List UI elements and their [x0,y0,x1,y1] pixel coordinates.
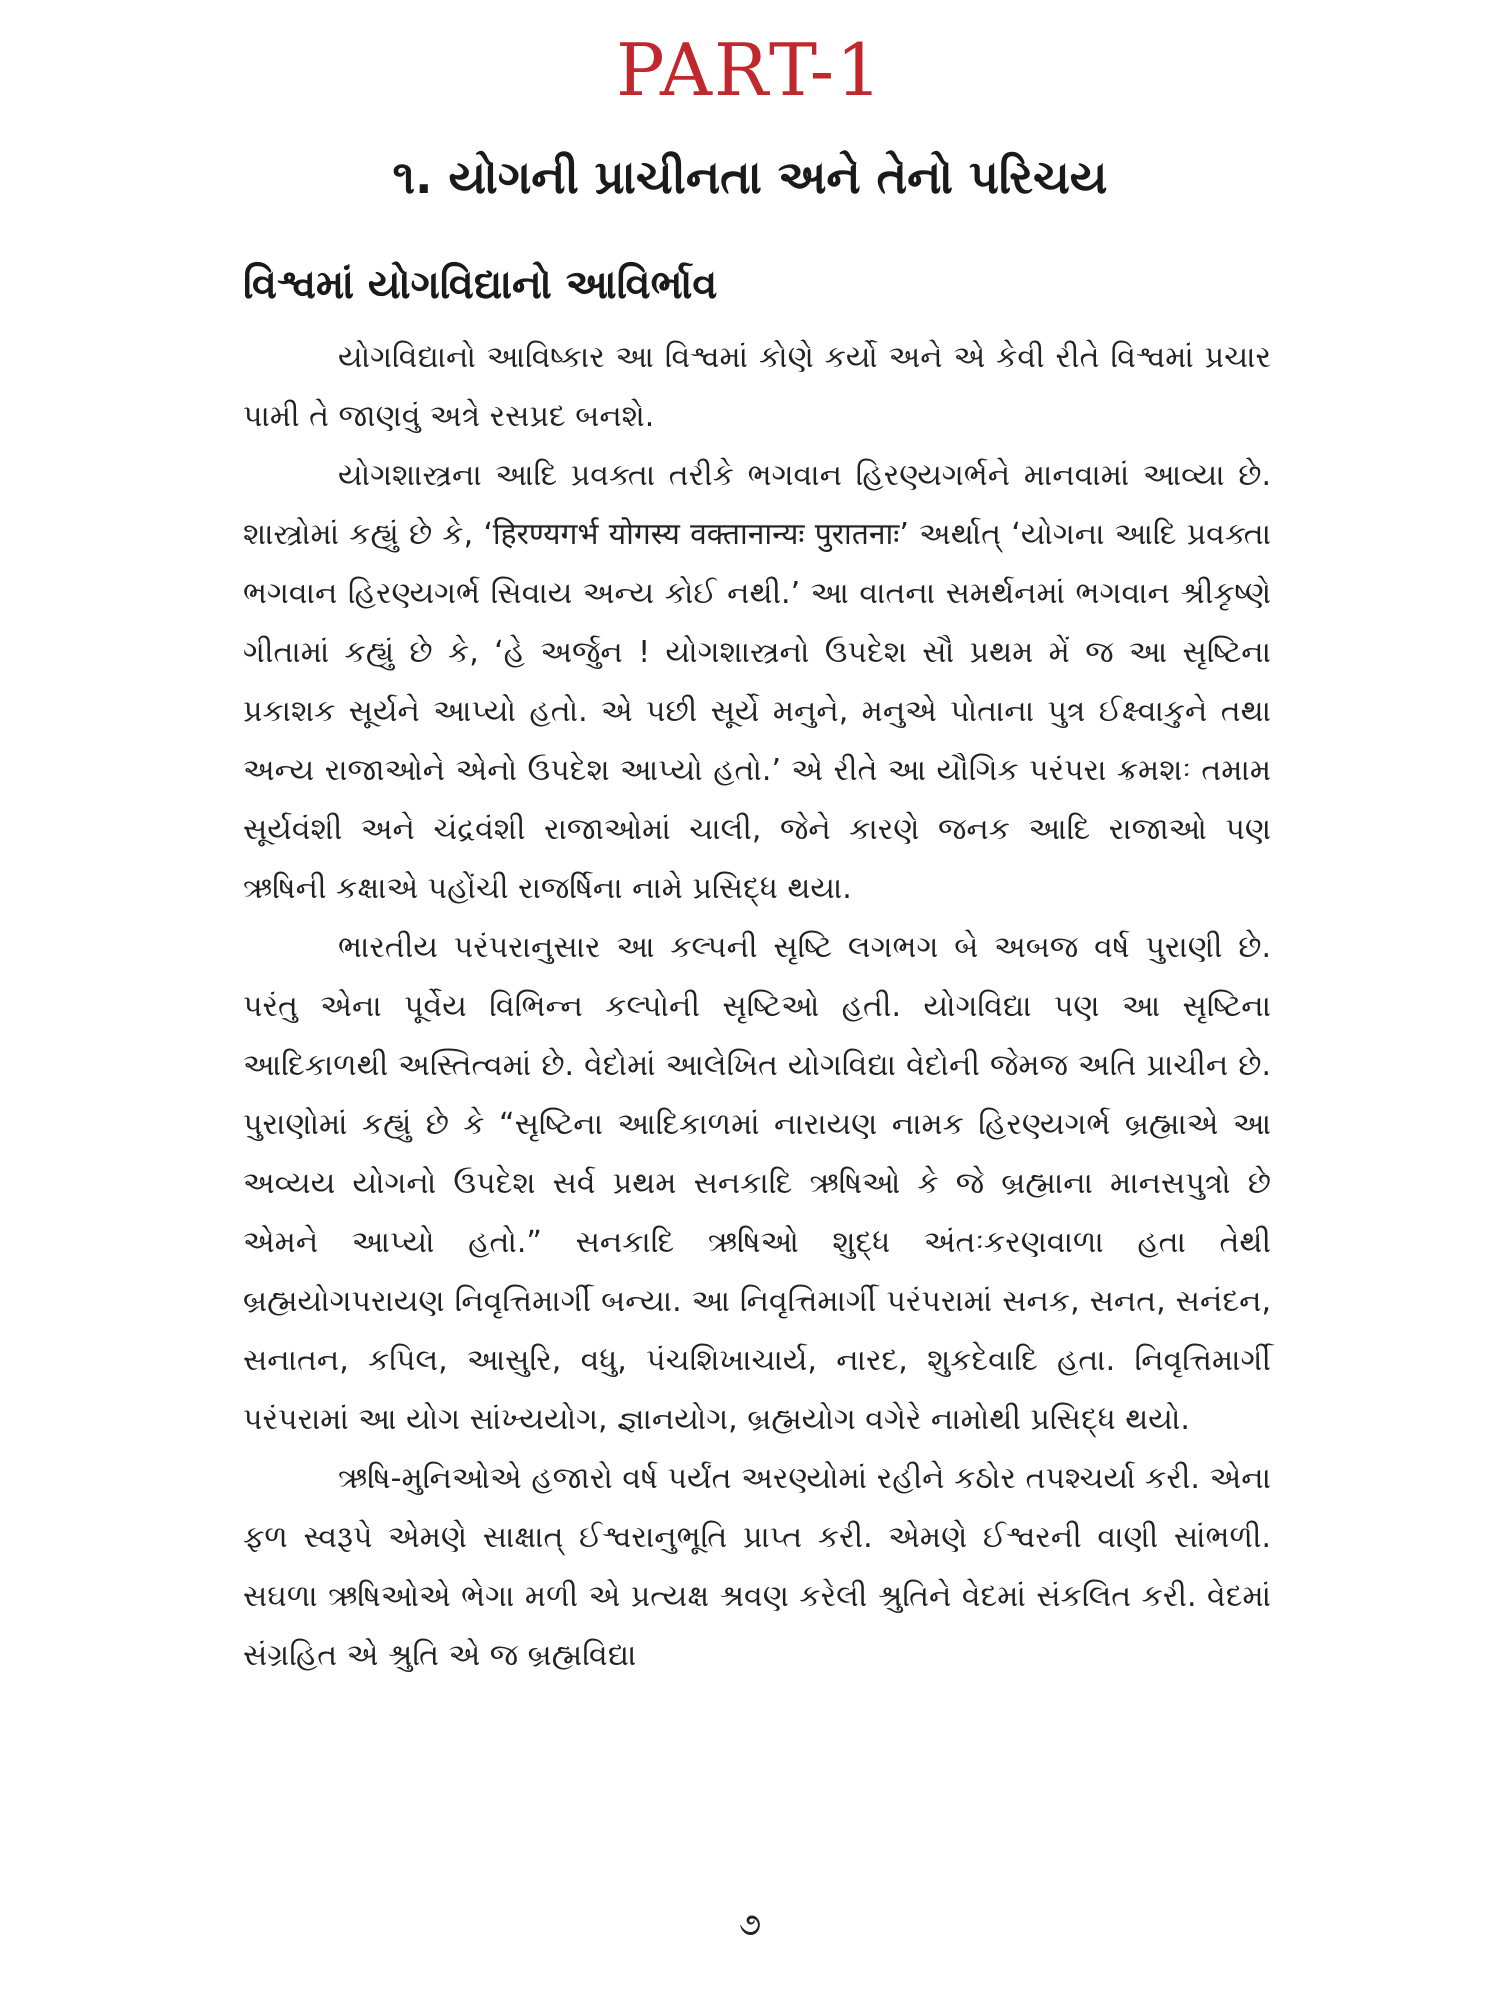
part-title: PART-1 [616,28,884,112]
section-heading: વિશ્વમાં યોગવિદ્યાનો આવિર્ભાવ [243,262,718,308]
paragraph: યોગશાસ્ત્રના આદિ પ્રવક્તા તરીકે ભગવાન હિરણ્યગર્ભને માનવામાં આવ્યા છે. શાસ્ત્રોમાં કહ્યું છે કે, ‘हिरण्यगर्भ योगस्य वक्तानान्यः पुरातनाः’ અર્થાત્ ‘યોગના આદિ પ્રવક્તા ભગવાન હિરણ્યગર્ભ સિવાય અન્ય કોઈ નથી.’ આ વાતના સમર્થનમાં ભગવાન શ્રીકૃષ્ણે ગીતામાં કહ્યું છે કે, ‘હે અર્જુન ! યોગશાસ્ત્રનો ઉપદેશ સૌ પ્રથમ મેં જ આ સૃષ્ટિના પ્રકાશક સૂર્યને આપ્યો હતો. એ પછી સૂર્યે મનુને, મનુએ પોતાના પુત્ર ઈક્ષ્વાકુને તથા અન્ય રાજાઓને એનો ઉપદેશ આપ્યો હતો.’ એ રીતે આ યૌગિક પરંપરા ક્રમશઃ તમામ સૂર્યવંશી અને ચંદ્રવંશી રાજાઓમાં ચાલી, જેને કારણે જનક આદિ રાજાઓ પણ ઋષિની કક્ષાએ પહોંચી રાજર્ષિના નામે પ્રસિદ્ધ થયા. [243,458,1271,906]
paragraph: ભારતીય પરંપરાનુસાર આ કલ્પની સૃષ્ટિ લગભગ બે અબજ વર્ષ પુરાણી છે. પરંતુ એના પૂર્વેય વિભિન્ન કલ્પોની સૃષ્ટિઓ હતી. યોગવિદ્યા પણ આ સૃષ્ટિના આદિકાળથી અસ્તિત્વમાં છે. વેદોમાં આલેખિત યોગવિદ્યા વેદોની જેમજ અતિ પ્રાચીન છે. પુરાણોમાં કહ્યું છે કે “સૃષ્ટિના આદિકાળમાં નારાયણ નામક હિરણ્યગર્ભ બ્રહ્માએ આ અવ્યય યોગનો ઉપદેશ સર્વ પ્રથમ સનકાદિ ઋષિઓ કે જે બ્રહ્માના માનસપુત્રો છે એમને આપ્યો હતો.” સનકાદિ ઋષિઓ શુદ્ધ અંતઃકરણવાળા હતા તેથી બ્રહ્મયોગપરાયણ નિવૃત્તિમાર્ગી બન્યા. આ નિવૃત્તિમાર્ગી પરંપરામાં સનક, સનત, સનંદન, સનાતન, કપિલ, આસુરિ, વધુ, પંચશિખાચાર્ય, નારદ, શુકદેવાદિ હતા. નિવૃત્તિમાર્ગી પરંપરામાં આ યોગ સાંખ્યયોગ, જ્ઞાનયોગ, બ્રહ્મયોગ વગેરે નામોથી પ્રસિદ્ધ થયો. [243,930,1271,1437]
paragraph: યોગવિદ્યાનો આવિષ્કાર આ વિશ્વમાં કોણે કર્યો અને એ કેવી રીતે વિશ્વમાં પ્રચાર પામી તે જાણવું અત્રે રસપ્રદ બનશે. [243,340,1271,434]
chapter-title: ૧. યોગની પ્રાચીનતા અને તેનો પરિચય [392,150,1108,204]
page-number: ૭ [738,1905,762,1943]
body-text [243,328,1271,1685]
paragraph: ઋષિ-મુનિઓએ હજારો વર્ષ પર્યંત અરણ્યોમાં રહીને કઠોર તપશ્ચર્યા કરી. એના ફળ સ્વરૂપે એમણે સાક્ષાત્ ઈશ્વરાનુભૂતિ પ્રાપ્ત કરી. એમણે ઈશ્વરની વાણી સાંભળી. સઘળા ઋષિઓએ ભેગા મળી એ પ્રત્યક્ષ શ્રવણ કરેલી શ્રુતિને વેદમાં સંકલિત કરી. વેદમાં સંગ્રહિત એ શ્રુતિ એ જ બ્રહ્મવિદ્યા [243,1461,1271,1673]
